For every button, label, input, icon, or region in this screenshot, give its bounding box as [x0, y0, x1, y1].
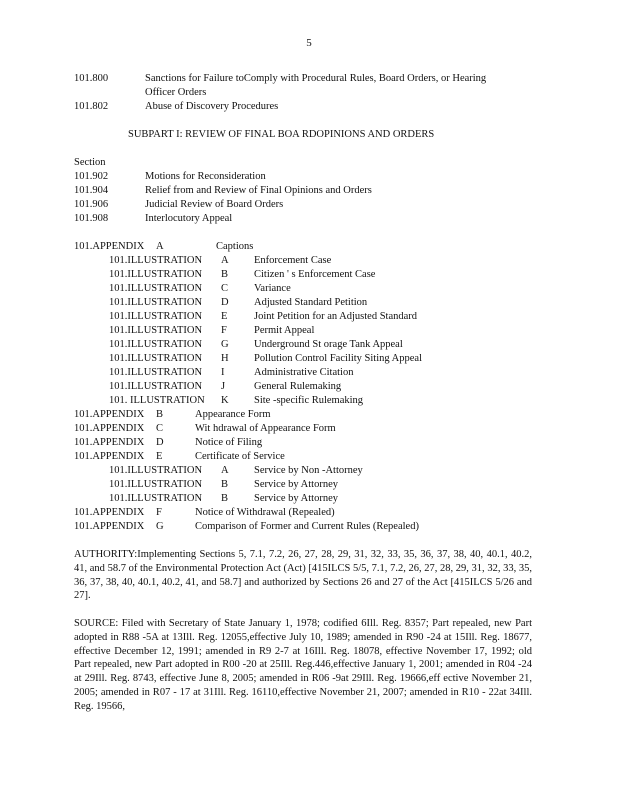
illustration-letter: A — [221, 465, 229, 476]
illustration-title: General Rulemaking — [254, 381, 342, 392]
section-number: 101.802 — [74, 101, 109, 112]
appendix-title: Wit hdrawal of Appearance Form — [195, 423, 336, 434]
illustration-letter: B — [221, 269, 229, 280]
appendix-letter: D — [156, 437, 164, 448]
appendix-letter: G — [156, 521, 164, 532]
subpart-heading: SUBPART I: REVIEW OF FINAL BOA RDOPINIONS AND ORDERS — [128, 129, 435, 140]
illustration-number: 101.ILLUSTRATION — [109, 269, 203, 280]
appendix-number: 101.APPENDIX — [74, 241, 145, 252]
illustration-number: 101.ILLUSTRATION — [109, 367, 203, 378]
section-title: Motions for Reconsideration — [145, 171, 266, 182]
appendix-letter: F — [156, 507, 162, 518]
illustration-number: 101.ILLUSTRATION — [109, 381, 203, 392]
appendix-number: 101.APPENDIX — [74, 521, 145, 532]
illustration-letter: D — [221, 297, 229, 308]
illustration-letter: I — [221, 367, 225, 378]
illustration-title: Administrative Citation — [254, 367, 354, 378]
illustration-letter: B — [221, 479, 229, 490]
illustration-title: Permit Appeal — [254, 325, 315, 336]
appendix-number: 101.APPENDIX — [74, 437, 145, 448]
section-number: 101.908 — [74, 213, 109, 224]
illustration-letter: K — [221, 395, 229, 406]
illustration-title: Service by Attorney — [254, 479, 338, 490]
illustration-title: Service by Attorney — [254, 493, 338, 504]
illustration-title: Joint Petition for an Adjusted Standard — [254, 311, 418, 322]
section-title: Sanctions for Failure toComply with Procedural Rules, Board Orders, or Hearing — [145, 73, 487, 84]
illustration-title: Service by Non -Attorney — [254, 465, 363, 476]
illustration-letter: C — [221, 283, 229, 294]
appendix-number: 101.APPENDIX — [74, 409, 145, 420]
illustration-number: 101.ILLUSTRATION — [109, 311, 203, 322]
appendix-number: 101.APPENDIX — [74, 507, 145, 518]
appendix-title: Notice of Withdrawal (Repealed) — [195, 507, 335, 518]
appendix-title: Notice of Filing — [195, 437, 263, 448]
illustration-letter: H — [221, 353, 229, 364]
appendix-number: 101.APPENDIX — [74, 451, 145, 462]
section-title: Interlocutory Appeal — [145, 213, 233, 224]
illustration-title: Site -specific Rulemaking — [254, 395, 364, 406]
illustration-number: 101.ILLUSTRATION — [109, 493, 203, 504]
section-title: Abuse of Discovery Procedures — [145, 101, 279, 112]
illustration-number: 101. ILLUSTRATION — [109, 395, 205, 406]
illustration-number: 101.ILLUSTRATION — [109, 339, 203, 350]
appendix-title: Captions — [216, 241, 254, 252]
section-label: Section — [74, 157, 106, 168]
illustration-number: 101.ILLUSTRATION — [109, 479, 203, 490]
illustration-number: 101.ILLUSTRATION — [109, 325, 203, 336]
appendix-title: Comparison of Former and Current Rules (Repealed) — [195, 521, 419, 532]
section-title-continued: Officer Orders — [145, 87, 207, 98]
illustration-number: 101.ILLUSTRATION — [109, 353, 203, 364]
section-title: Judicial Review of Board Orders — [145, 199, 284, 210]
illustration-number: 101.ILLUSTRATION — [109, 255, 203, 266]
illustration-letter: A — [221, 255, 229, 266]
illustration-number: 101.ILLUSTRATION — [109, 283, 203, 294]
illustration-title: Adjusted Standard Petition — [254, 297, 368, 308]
section-number: 101.902 — [74, 171, 109, 182]
illustration-letter: G — [221, 339, 229, 350]
illustration-number: 101.ILLUSTRATION — [109, 465, 203, 476]
section-title: Relief from and Review of Final Opinions and Orders — [145, 185, 372, 196]
illustration-letter: J — [221, 381, 226, 392]
illustration-letter: E — [221, 311, 228, 322]
illustration-letter: B — [221, 493, 229, 504]
illustration-title: Enforcement Case — [254, 255, 332, 266]
appendix-letter: A — [156, 241, 164, 252]
section-number: 101.800 — [74, 73, 109, 84]
source-paragraph: SOURCE: Filed with Secretary of State January 1, 1978; codified 6Ill. Reg. 8357; Part repealed, new Part adopted in R88 -5A at 13Ill. Reg. 12055,effective July 10, 1989; amended in R90 -24 at 15Ill. Reg. 18677, effective December 12, 1991; amended in R9 2-7 at 16Ill. Reg. 18078, effective November 17, 1992; old Part repealed, new Part adopted in R00 -20 at 25Ill. Reg.446,effective January 1, 2001; amended in R04 -24 at 29Ill. Reg. 8743, effective June 8, 2005; amended in R06 -9at 29Ill. Reg. 19666,eff ective November 21, 2005; amended in R07 - 17 at 31Ill. Reg. 16110,effective November 21, 2007; amended in R10 - 22at 34Ill. Reg. 19566, — [74, 618, 532, 712]
section-number: 101.904 — [74, 185, 109, 196]
appendix-number: 101.APPENDIX — [74, 423, 145, 434]
illustration-letter: F — [221, 325, 227, 336]
illustration-title: Underground St orage Tank Appeal — [254, 339, 403, 350]
illustration-title: Citizen ' s Enforcement Case — [254, 269, 376, 280]
page-number: 5 — [306, 37, 312, 49]
appendix-letter: E — [156, 451, 163, 462]
appendix-title: Appearance Form — [195, 409, 271, 420]
illustration-title: Pollution Control Facility Siting Appeal — [254, 353, 423, 364]
appendix-letter: B — [156, 409, 164, 420]
authority-paragraph: AUTHORITY:Implementing Sections 5, 7.1, 7.2, 26, 27, 28, 29, 31, 32, 33, 35, 36, 37, 38, 40, 40.1, 40.2, 41, and 58.7 of the Environmental Protection Act (Act) [415ILCS 5/5, 7.1, 7.2, 26, 27, 28, 29, 31, 32, 33, 35, 36, 37, 38, 40, 40.1, 40.2, 41, and 58.7] and authorized by Sections 26 and 27 of the Act [415ILCS 5/26 and 27]. — [74, 549, 532, 602]
illustration-number: 101.ILLUSTRATION — [109, 297, 203, 308]
section-number: 101.906 — [74, 199, 109, 210]
illustration-title: Variance — [254, 283, 291, 294]
appendix-letter: C — [156, 423, 164, 434]
appendix-title: Certificate of Service — [195, 451, 285, 462]
